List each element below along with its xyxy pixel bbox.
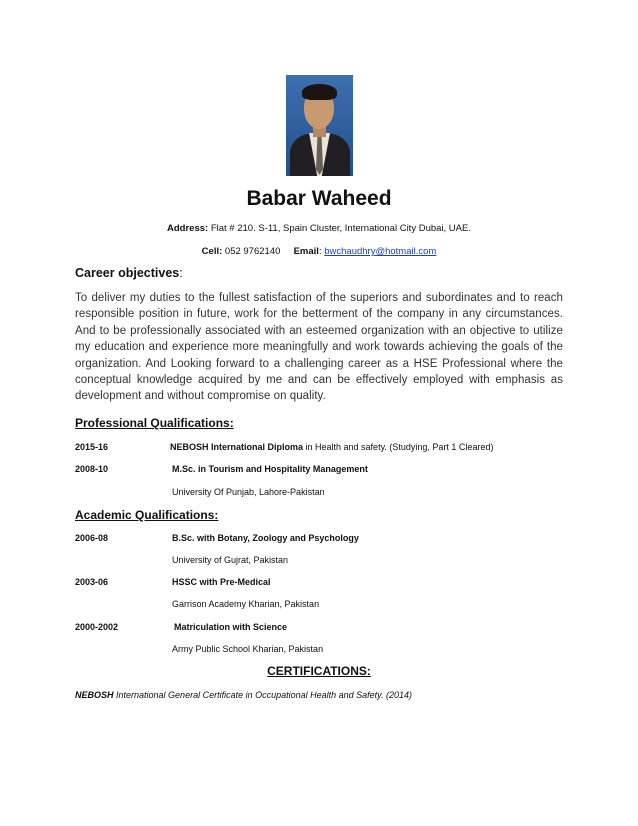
prof-institution-2: University Of Punjab, Lahore-Pakistan: [172, 487, 325, 497]
acad-year-2: 2003-06: [75, 577, 109, 587]
candidate-name: Babar Waheed: [246, 187, 392, 210]
certification-item: [75, 690, 412, 700]
profile-photo: [286, 75, 353, 176]
prof-item-1: [170, 442, 493, 452]
prof-year-1: 2015-16: [75, 442, 109, 452]
prof-year-2: 2008-10: [75, 464, 109, 474]
prof-title-1: NEBOSH International Diploma: [170, 442, 304, 452]
prof-detail-1: in Health and safety. (Studying, Part 1 Cleared): [303, 442, 494, 452]
email-label: Email: [293, 246, 319, 257]
career-objective-text: To deliver my duties to the fullest satisfaction of the superiors and subordinates and to reach responsible position in future, work for the betterment of the company in any circumstances. And to be professionally associated with an esteemed organization with an objective to utilize my education and experience more meaningfully and work towards achieving the goals of the organization. And Looking forward to a challenging career as a HSE Professional where the conceptual knowledge acquired by me and can be effectively employed with emphasis as development and without compromise on quality.: [75, 292, 563, 403]
certification-text: International General Certificate in Occupational Health and Safety. (2014): [113, 690, 413, 700]
professional-heading: Professional Qualifications:: [75, 416, 234, 430]
academic-heading: Academic Qualifications:: [75, 508, 219, 522]
cell-label: Cell:: [201, 246, 223, 257]
address-line: [0, 223, 638, 234]
acad-title-1: B.Sc. with Botany, Zoology and Psychology: [172, 533, 359, 543]
acad-title-2: HSSC with Pre-Medical: [172, 577, 271, 587]
acad-institution-1: University of Gujrat, Pakistan: [172, 555, 289, 565]
career-heading: Career objectives:: [75, 266, 183, 280]
acad-year-1: 2006-08: [75, 533, 109, 543]
certifications-heading: CERTIFICATIONS:: [267, 664, 371, 678]
address-value: Flat # 210. S-11, Spain Cluster, International City Dubai, UAE.: [210, 223, 471, 234]
address-label: Address:: [167, 223, 209, 234]
certification-bold: NEBOSH: [75, 690, 114, 700]
contact-line: Cell: 052 9762140 Email: bwchaudhry@hotmail.com: [201, 246, 437, 257]
email-link[interactable]: bwchaudhry@hotmail.com: [324, 246, 437, 257]
prof-title-2: M.Sc. in Tourism and Hospitality Management: [172, 464, 368, 474]
career-heading-text: Career objectives: [75, 266, 180, 280]
acad-title-3: Matriculation with Science: [174, 622, 288, 632]
cell-value: 052 9762140: [224, 246, 281, 257]
acad-institution-3: Army Public School Kharian, Pakistan: [172, 644, 324, 654]
acad-year-3: 2000-2002: [75, 622, 119, 632]
acad-institution-2: Garrison Academy Kharian, Pakistan: [172, 599, 320, 609]
